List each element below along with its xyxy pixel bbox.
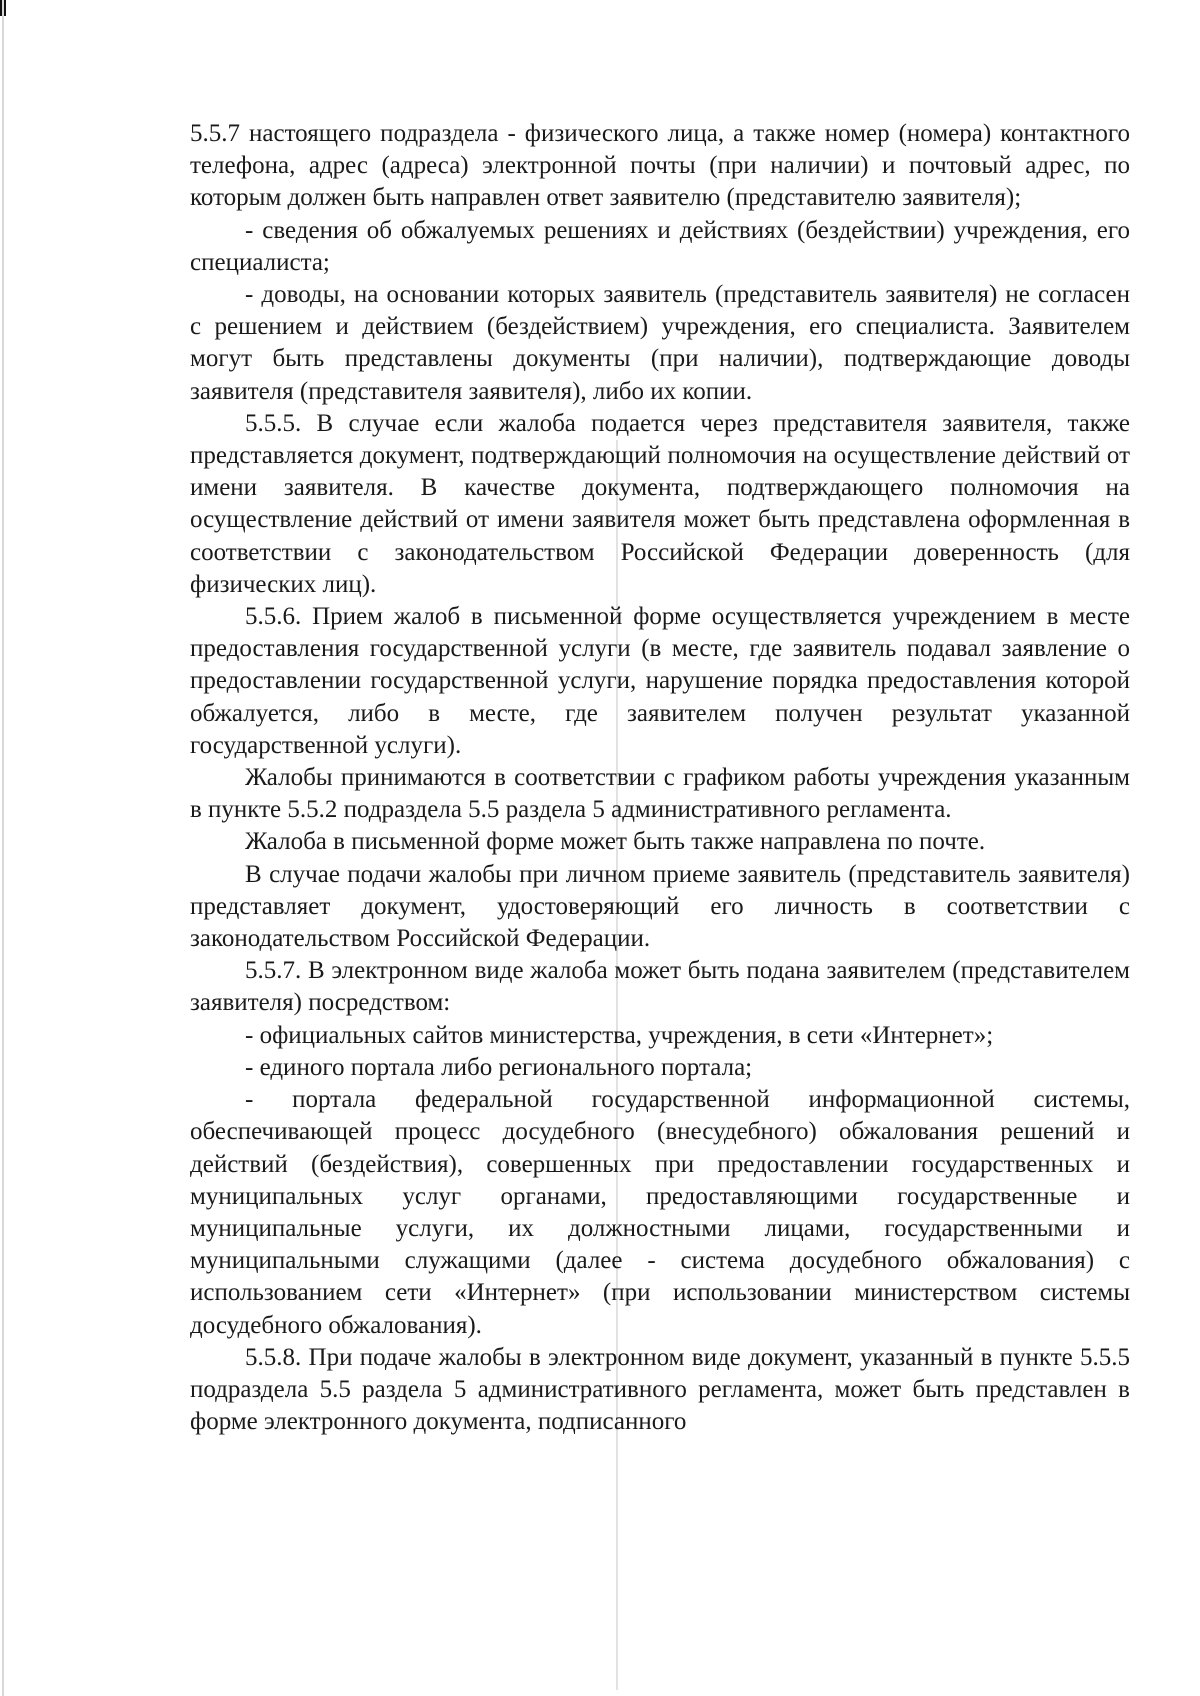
list-item-portals: - единого портала либо регионального портала;: [245, 1053, 753, 1081]
paragraph-appealed-decisions: - сведения об обжалуемых решениях и действиях (бездействии) учреждения, его специалиста;: [190, 216, 1130, 276]
scan-left-edge: [2, 0, 4, 1696]
paragraph-5-5-5: 5.5.5. В случае если жалоба подается через представителя заявителя, также представляется документ, подтверждающий полномочия на осуществление действий от имени заявителя. В качестве документа, подтверждающего полномочия на осуществление действий от имени заявителя может быть представлена оформленная в соответствии с законодательством Российской Федерации доверенность (для физических лиц).: [190, 409, 1130, 598]
list-item-official-sites: - официальных сайтов министерства, учреждения, в сети «Интернет»;: [245, 1021, 994, 1049]
document-body: [190, 118, 1130, 1438]
paragraph-5-5-8: 5.5.8. При подаче жалобы в электронном виде документ, указанный в пункте 5.5.5 подраздела 5.5 раздела 5 административного регламента, может быть представлен в форме электронного документа, подписанного: [190, 1343, 1130, 1436]
paragraph-schedule: Жалобы принимаются в соответствии с графиком работы учреждения указанным в пункте 5.5.2 подраздела 5.5 раздела 5 административного регламента.: [190, 764, 1130, 824]
paragraph-contact-info: 5.5.7 настоящего подраздела - физического лица, а также номер (номера) контактного телефона, адрес (адреса) электронной почты (при наличии) и почтовый адрес, по которым должен быть направлен ответ заявителю (представителю заявителя);: [190, 120, 1130, 212]
paragraph-personal-reception: В случае подачи жалобы при личном приеме заявитель (представитель заявителя) представляет документ, удостоверяющий его личность в соответствии с законодательством Российской Федерации.: [190, 860, 1130, 953]
paragraph-5-5-6: 5.5.6. Прием жалоб в письменной форме осуществляется учреждением в месте предоставления государственной услуги (в месте, где заявитель подавал заявление о предоставлении государственной услуги, нарушение порядка предоставления которой обжалуется, либо в месте, где заявителем получен результат указанной государственной услуги).: [190, 603, 1130, 759]
paragraph-5-5-7: 5.5.7. В электронном виде жалоба может быть подана заявителем (представителем заявителя) посредством:: [190, 957, 1130, 1017]
list-item-federal-system: - портала федеральной государственной информационной системы, обеспечивающей процесс досудебного (внесудебного) обжалования решений и действий (бездействия), совершенных при предоставлении государственных и муниципальных услуг органами, предоставляющими государственные и муниципальные услуги, их должностными лицами, государственными и муниципальными служащими (далее - система досудебного обжалования) с использованием сети «Интернет» (при использовании министерством системы досудебного обжалования).: [190, 1086, 1130, 1339]
paragraph-arguments: - доводы, на основании которых заявитель (представитель заявителя) не согласен с решением и действием (бездействием) учреждения, его специалиста. Заявителем могут быть представлены документы (при наличии), подтверждающие доводы заявителя (представителя заявителя), либо их копии.: [190, 281, 1130, 405]
paragraph-by-mail: Жалоба в письменной форме может быть также направлена по почте.: [245, 828, 986, 856]
